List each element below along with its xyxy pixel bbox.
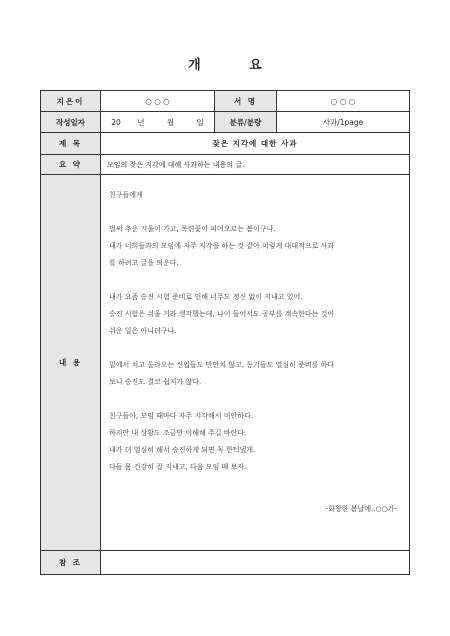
paragraph-line: 내가 요즘 승진 시험 준비로 인해 너무도 정신 없이 지내고 있어. — [109, 293, 303, 301]
paragraph-line: 내가 더 열심히 해서 승진하게 되면 꼭 한턱낼게. — [109, 446, 256, 454]
title-label: 제 목 — [41, 133, 101, 155]
content-body[interactable] — [101, 175, 410, 551]
date-day-unit: 일 — [196, 117, 204, 127]
paragraph-line: 승진 시험은 쉬울 거라 생각했는데, 나이 들어서도 공부를 계속한다는 것이 — [109, 310, 335, 318]
document-title[interactable]: 잦은 지각에 대한 사과 — [101, 133, 410, 155]
summary-row — [41, 155, 410, 175]
date-value[interactable] — [101, 112, 215, 133]
content-row — [41, 175, 410, 551]
document-form-table — [40, 90, 410, 575]
date-year-number: 20 — [111, 117, 121, 127]
paragraph-line: 벌써 추운 겨울이 가고, 목련꽃이 피어오르는 봄이구나. — [109, 225, 276, 233]
page-title: 개 요 — [188, 58, 284, 73]
date-year-unit: 년 — [137, 117, 145, 127]
paragraph-line: 밑에서 치고 올라오는 신입들도 만만치 않고, 동기들도 열심히 준비를 하다 — [109, 361, 335, 369]
paragraph-line: 쉬운 일은 아니더구나. — [109, 327, 177, 335]
author-row — [41, 91, 410, 112]
signature-label: 서 명 — [215, 91, 277, 112]
signature-value[interactable]: ○ ○ ○ — [277, 91, 410, 112]
greeting-line: 친구들에게 — [109, 191, 143, 199]
reference-value[interactable] — [101, 551, 410, 575]
reference-row — [41, 551, 410, 575]
date-month-unit: 월 — [166, 117, 175, 127]
paragraph-line: 친구들아, 모임 때마다 자주 지각해서 미안하다. — [109, 412, 254, 420]
paragraph-line: 를 하려고 글을 띄운다. — [109, 259, 179, 267]
signoff-line: -화창한 봄날에..○○가- — [325, 505, 397, 513]
date-label: 작성일자 — [41, 112, 101, 133]
paragraph-line: 보니 승진도 결코 쉽지가 않다. — [109, 378, 202, 386]
category-label: 분류/분량 — [215, 112, 277, 133]
title-row — [41, 133, 410, 155]
summary-value[interactable]: 모임의 잦은 지각에 대해 사과하는 내용의 글. — [101, 155, 410, 175]
paragraph-line: 내가 너희들과의 모임에 자주 지각을 하는 것 같아 이렇게 대대적으로 사과 — [109, 242, 335, 250]
content-label: 내 용 — [41, 175, 101, 551]
reference-label: 참 조 — [41, 551, 101, 575]
paragraph-line: 다들 몸 건강히 잘 지내고, 다음 모임 때 보자. — [109, 463, 247, 471]
date-row — [41, 112, 410, 133]
author-label: 지은이 — [41, 91, 101, 112]
paragraph-line: 하지만 내 상황도 조금만 이해해 주길 바란다. — [109, 429, 247, 437]
summary-label: 요 약 — [41, 155, 101, 175]
author-value[interactable]: ○ ○ ○ — [101, 91, 215, 112]
category-value[interactable]: 사과/1page — [277, 112, 410, 133]
